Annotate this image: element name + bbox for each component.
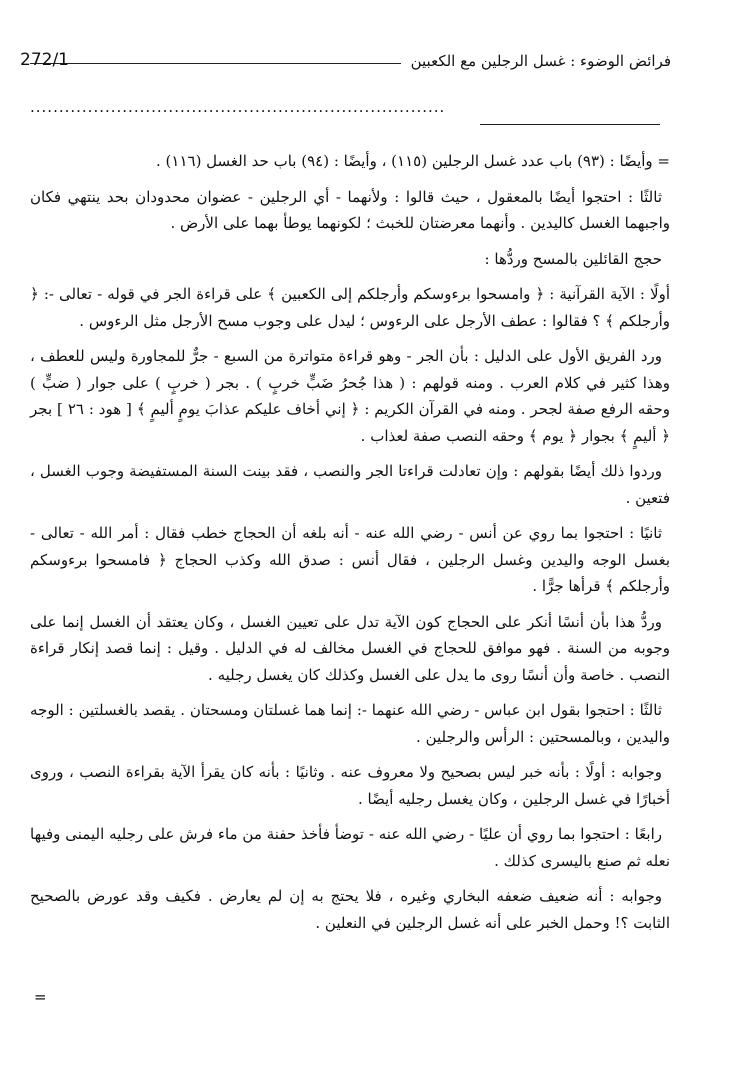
header-title: فرائض الوضوء : غسل الرجلين مع الكعبين xyxy=(410,52,671,70)
paragraph: ثالثًا : احتجوا بقول ابن عباس - رضي الله عنهما -: إنما هما غسلتان ومسحتان . يقصد بالغسلتين : الوجه واليدين ، وبالمسحتين : الرأس والرجلين . xyxy=(30,701,670,746)
dotted-separator: ........................................................................ xyxy=(30,98,446,116)
paragraph: أولًا : الآية القرآنية : ﴿ وامسحوا برءوسكم وأرجلكم إلى الكعبين ﴾ على قراءة الجر في قوله - تعالى -: ﴿ وأرجلكم ﴾ ؟ فقالوا : عطف الأرجل على الرءوس ؛ ليدل على وجوب مسح الأرجل مثل الرءوس . xyxy=(30,285,670,330)
body-text xyxy=(30,148,670,945)
running-header xyxy=(20,46,671,76)
header-rule xyxy=(30,63,401,64)
paragraph: رابعًا : احتجوا بما روي أن عليًا - رضي الله عنه - توضأ فأخذ حفنة من ماء فرش على رجليه اليمنى وفيها نعله ثم صنع باليسرى كذلك . xyxy=(30,825,670,870)
footnote-rule xyxy=(480,124,660,125)
paragraph: وردوا ذلك أيضًا بقولهم : وإن تعادلت قراءتا الجر والنصب ، فقد بينت السنة المستفيضة وجوب الغسل ، فتعين . xyxy=(30,462,670,507)
paragraph: ورد الفريق الأول على الدليل : بأن الجر - وهو قراءة متواترة من السبع - جرٌّ للمجاورة وليس للعطف ، وهذا كثير في كلام العرب . ومنه قولهم : ( هذا جُحرُ ضَبٍّ خربٍ ) . بجر ( خربٍ ) على جوار ( ضبٍّ ) وحقه الرفع صفة لجحر . ومنه في القرآن الكريم : ﴿ إني أخاف عليكم عذابَ يومٍ أليمٍ ﴾ [ هود : ٢٦ ] بجر ﴿ أليمٍ ﴾ بجوار ﴿ يوم ﴾ وحقه النصب صفة لعذاب . xyxy=(30,347,670,445)
paragraph: ثالثًا : احتجوا أيضًا بالمعقول ، حيث قالوا : ولأنهما - أي الرجلين - عضوان محدودان بحد ينتهي فكان واجبهما الغسل كاليدين . وأنهما معرضتان للخبث ؛ لكونهما يوطأ بهما على الأرض . xyxy=(30,187,670,232)
paragraph: وردُّ هذا بأن أنسًا أنكر على الحجاج كون الآية تدل على تعيين الغسل ، وكان يعتقد أن الغسل إنما على وجوبه من السنة . فهو موافق للحجاج في الغسل مخالف له في الدليل . وقيل : إنما قصد إنكار قراءة النصب . خاصة وأن أنسًا روى ما يدل على الغسل وكذلك كان يغسل رجليه . xyxy=(30,612,670,684)
paragraph: وجوابه : أنه ضعيف ضعفه البخاري وغيره ، فلا يحتج به إن لم يعارض . فكيف وقد عورض بالصحيح الثابت ؟! وحمل الخبر على أنه غسل الرجلين في النعلين . xyxy=(30,887,670,932)
continuation-mark: = xyxy=(34,988,47,1006)
paragraph: = وأيضًا : (٩٣) باب عدد غسل الرجلين (١١٥) ، وأيضًا : (٩٤) باب حد الغسل (١١٦) . xyxy=(156,152,670,170)
page-number: 272/1 xyxy=(20,50,69,70)
paragraph: ثانيًا : احتجوا بما روي عن أنس - رضي الله عنه - أنه بلغه أن الحجاج خطب فقال : أمر الله - تعالى - بغسل الوجه واليدين وغسل الرجلين ، فقال أنس : صدق الله وكذب الحجاج ﴿ فامسحوا برءوسكم وأرجلكم ﴾ قرأها جرًّا . xyxy=(30,524,670,595)
section-heading: حجج القائلين بالمسح وردُّها : xyxy=(484,249,662,268)
paragraph: وجوابه : أولًا : بأنه خبر ليس بصحيح ولا معروف عنه . وثانيًا : بأنه كان يقرأ الآية بقراءة النصب ، وروى أخبارًا في غسل الرجلين ، وكان يغسل رجليه أيضًا . xyxy=(30,763,670,808)
